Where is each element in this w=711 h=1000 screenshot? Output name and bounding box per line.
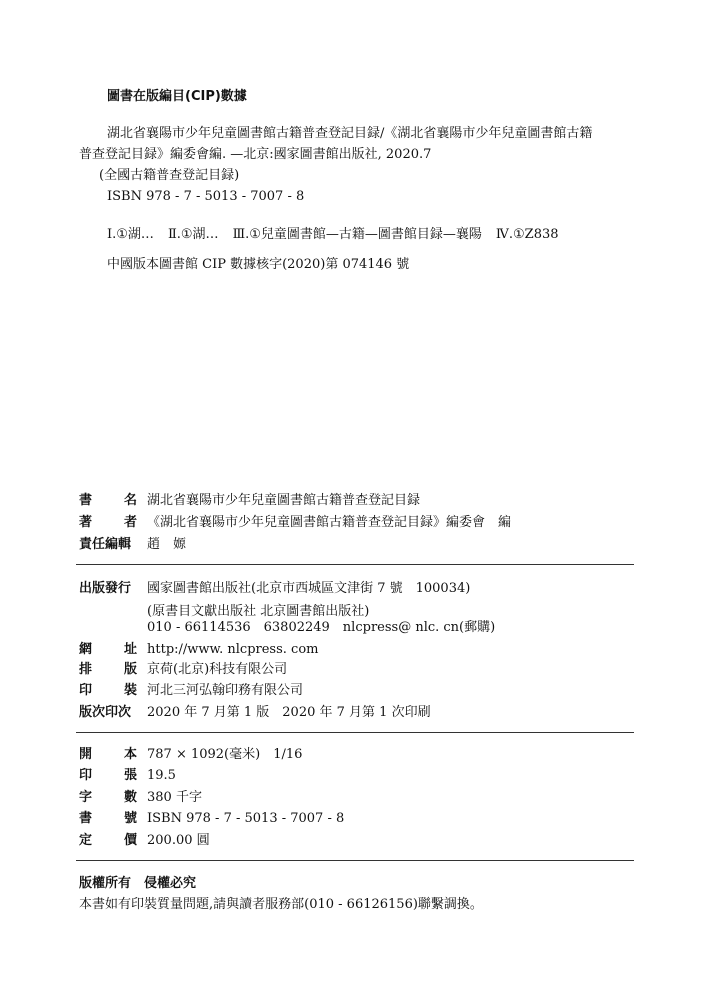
- word-count-value: 380 千字: [147, 790, 202, 805]
- edition-value: 2020 年 7 月第 1 版 2020 年 7 月第 1 次印刷: [147, 705, 431, 720]
- cip-record-number: 中國版本圖書館 CIP 數據核字(2020)第 074146 號: [107, 257, 410, 272]
- typesetting-value: 京荷(北京)科技有限公司: [147, 662, 288, 677]
- website-value: http://www. nlcpress. com: [147, 642, 319, 657]
- title-label: 書 名: [79, 493, 137, 508]
- isbn-label: 書 號: [79, 811, 137, 826]
- format-label: 開 本: [79, 747, 137, 762]
- copyright-notice: 本書如有印裝質量問題,請與讀者服務部(010 - 66126156)聯繫調換。: [79, 897, 483, 912]
- publisher-former-names: (原書目文獻出版社 北京圖書館出版社): [147, 604, 370, 619]
- publisher-label: 出版發行: [79, 581, 132, 596]
- divider: [76, 732, 634, 733]
- printing-value: 河北三河弘翰印務有限公司: [147, 683, 304, 698]
- printing-label: 印 裝: [79, 683, 137, 698]
- cip-class-2: Ⅱ.①湖…: [167, 227, 219, 242]
- website-label: 網 址: [79, 642, 137, 657]
- publisher-contact: 010 - 66114536 63802249 nlcpress@ nlc. cn(郵購): [147, 620, 496, 635]
- sheets-value: 19.5: [147, 768, 176, 783]
- cip-line-1: 湖北省襄陽市少年兒童圖書館古籍普查登記目録/《湖北省襄陽市少年兒童圖書館古籍: [107, 126, 593, 141]
- author-label: 著 者: [79, 515, 137, 530]
- sheets-label: 印 張: [79, 768, 137, 783]
- cip-line-3: (全國古籍普查登記目録): [99, 168, 240, 183]
- isbn-value: ISBN 978 - 7 - 5013 - 7007 - 8: [147, 811, 345, 826]
- title-value: 湖北省襄陽市少年兒童圖書館古籍普查登記目録: [147, 493, 421, 508]
- word-count-label: 字 數: [79, 790, 137, 805]
- author-value: 《湖北省襄陽市少年兒童圖書館古籍普查登記目録》編委會 編: [147, 515, 512, 530]
- divider: [76, 860, 634, 861]
- divider: [76, 564, 634, 565]
- editor-value: 趙 嫄: [147, 537, 187, 552]
- cip-class-1: Ⅰ.①湖…: [107, 227, 154, 242]
- cip-class-4: Ⅳ.①Z838: [495, 227, 559, 242]
- typesetting-label: 排 版: [79, 662, 137, 677]
- editor-label: 責任編輯: [79, 537, 132, 552]
- format-value: 787 × 1092(毫米) 1/16: [147, 747, 303, 762]
- publisher-value: 國家圖書館出版社(北京市西城區文津街 7 號 100034): [147, 581, 471, 596]
- price-value: 200.00 圓: [147, 833, 210, 848]
- cip-line-2: 普查登記目録》編委會編. —北京:國家圖書館出版社, 2020.7: [79, 147, 432, 162]
- cip-line-4: ISBN 978 - 7 - 5013 - 7007 - 8: [107, 189, 305, 204]
- copyright-title: 版權所有 侵權必究: [79, 876, 197, 891]
- cip-classification: [107, 226, 573, 244]
- edition-label: 版次印次: [79, 705, 132, 720]
- cip-class-3: Ⅲ.①兒童圖書館—古籍—圖書館目録—襄陽: [232, 227, 482, 242]
- cip-heading: 圖書在版編目(CIP)數據: [107, 89, 247, 104]
- price-label: 定 價: [79, 833, 137, 848]
